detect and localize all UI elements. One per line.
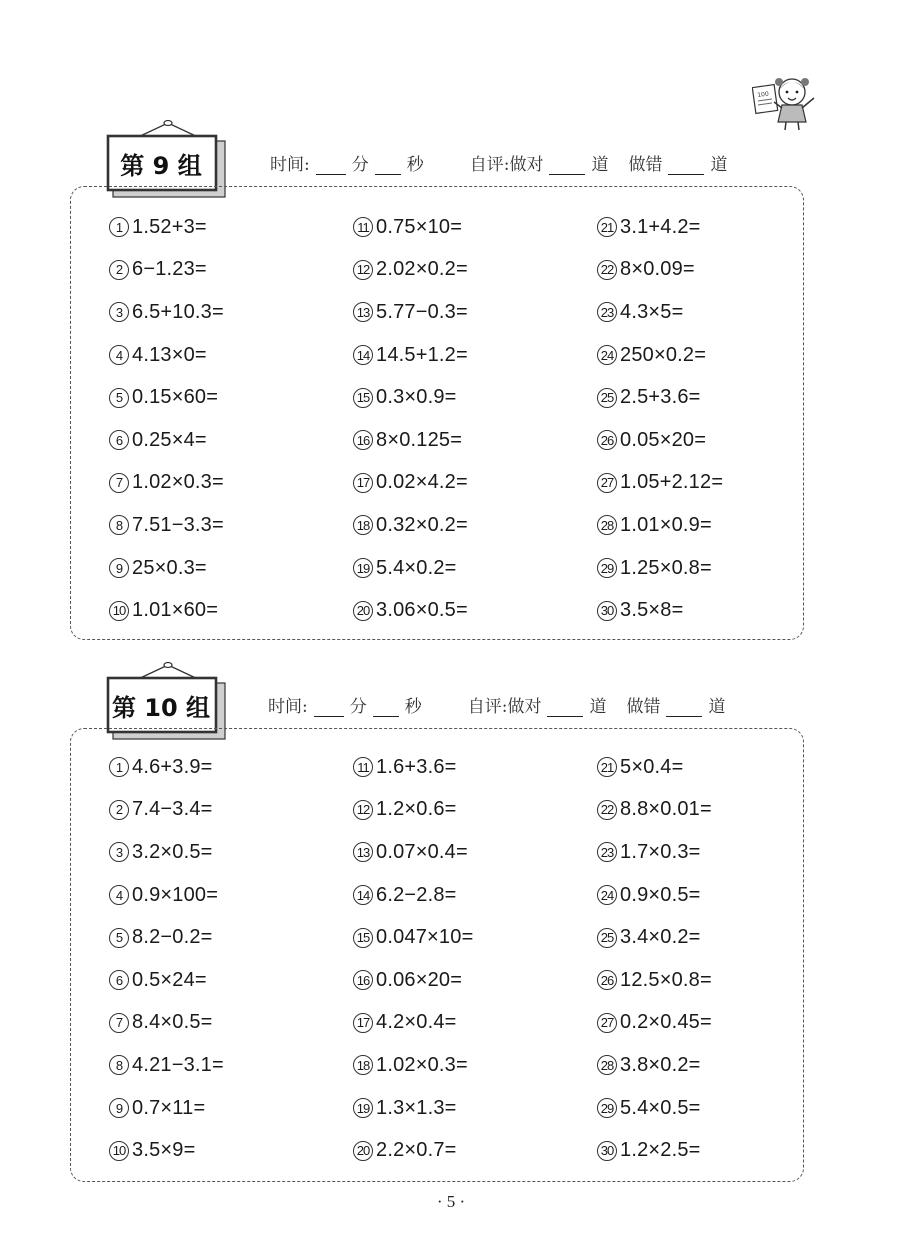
problem-number: 24 (597, 345, 617, 365)
problem-expression: 1.52+3= (132, 215, 207, 238)
correct-count-blank[interactable] (547, 698, 583, 717)
problem-item (109, 916, 224, 959)
problem-expression: 8.2−0.2= (132, 926, 213, 949)
problem-number: 11 (353, 217, 373, 237)
group-title: 第 10 组 (111, 693, 211, 722)
minutes-blank[interactable] (314, 698, 344, 717)
problem-item (353, 334, 468, 377)
problem-number: 17 (353, 1013, 373, 1033)
problem-item (353, 1002, 473, 1045)
problem-expression: 3.5×8= (620, 599, 684, 622)
wrong-unit-label: 道 (708, 697, 726, 717)
problem-item (109, 419, 224, 462)
problem-number: 14 (353, 885, 373, 905)
problem-item (353, 547, 468, 590)
group-10-problem-box (70, 728, 804, 1182)
problem-number: 18 (353, 1055, 373, 1075)
problem-item (353, 462, 468, 505)
group-9-column-1 (109, 206, 224, 632)
problem-item (109, 334, 224, 377)
problem-number: 12 (353, 800, 373, 820)
problem-item (109, 789, 224, 832)
problem-expression: 3.4×0.2= (620, 926, 701, 949)
problem-number: 4 (109, 885, 129, 905)
problem-expression: 0.9×100= (132, 883, 219, 906)
seconds-label: 秒 (406, 155, 424, 175)
problem-item (353, 746, 473, 789)
problem-expression: 6.2−2.8= (376, 883, 457, 906)
problem-number: 30 (597, 601, 617, 621)
correct-count-blank[interactable] (549, 156, 585, 175)
problem-number: 28 (597, 1055, 617, 1075)
problem-expression: 0.07×0.4= (376, 840, 468, 863)
problem-expression: 12.5×0.8= (620, 968, 712, 991)
problem-expression: 4.21−3.1= (132, 1053, 224, 1076)
problem-item (109, 547, 224, 590)
problem-expression: 14.5+1.2= (376, 343, 468, 366)
problem-item (597, 831, 712, 874)
problem-number: 25 (597, 928, 617, 948)
problem-number: 14 (353, 345, 373, 365)
problem-number: 4 (109, 345, 129, 365)
problem-expression: 1.01×60= (132, 599, 219, 622)
problem-number: 8 (109, 515, 129, 535)
problem-expression: 0.047×10= (376, 926, 474, 949)
problem-expression: 1.3×1.3= (376, 1096, 457, 1119)
problem-expression: 1.2×0.6= (376, 798, 457, 821)
problem-item (109, 376, 224, 419)
group-10-column-1 (109, 746, 224, 1172)
problem-item (597, 462, 723, 505)
problem-number: 6 (109, 970, 129, 990)
problem-item (353, 376, 468, 419)
problem-expression: 0.9×0.5= (620, 883, 701, 906)
problem-number: 5 (109, 388, 129, 408)
problem-item (109, 1129, 224, 1172)
time-label: 时间: (270, 155, 310, 175)
problem-number: 25 (597, 388, 617, 408)
problem-item (109, 291, 224, 334)
problem-expression: 3.06×0.5= (376, 599, 468, 622)
problem-expression: 2.5+3.6= (620, 386, 701, 409)
correct-unit-label: 道 (591, 155, 609, 175)
problem-item (353, 589, 468, 632)
problem-number: 18 (353, 515, 373, 535)
problem-item (597, 1044, 712, 1087)
seconds-blank[interactable] (373, 698, 399, 717)
problem-number: 7 (109, 473, 129, 493)
problem-expression: 8.4×0.5= (132, 1011, 213, 1034)
problem-item (109, 249, 224, 292)
problem-expression: 2.2×0.7= (376, 1139, 457, 1162)
problem-expression: 25×0.3= (132, 556, 207, 579)
problem-number: 22 (597, 800, 617, 820)
minutes-blank[interactable] (316, 156, 346, 175)
group-9-problem-box (70, 186, 804, 640)
problem-number: 24 (597, 885, 617, 905)
problem-number: 16 (353, 970, 373, 990)
problem-number: 19 (353, 558, 373, 578)
problem-number: 17 (353, 473, 373, 493)
problem-item (353, 504, 468, 547)
problem-item (353, 249, 468, 292)
svg-text:100: 100 (756, 90, 770, 99)
problem-expression: 1.7×0.3= (620, 840, 701, 863)
problem-expression: 4.3×5= (620, 300, 684, 323)
problem-number: 5 (109, 928, 129, 948)
problem-number: 13 (353, 302, 373, 322)
problem-number: 26 (597, 970, 617, 990)
problem-expression: 1.25×0.8= (620, 556, 712, 579)
problem-item (353, 789, 473, 832)
problem-number: 20 (353, 601, 373, 621)
problem-expression: 0.02×4.2= (376, 471, 468, 494)
self-evaluation-line (268, 692, 725, 717)
problem-expression: 7.4−3.4= (132, 798, 213, 821)
problem-number: 15 (353, 928, 373, 948)
problem-expression: 1.05+2.12= (620, 471, 724, 494)
problem-item (353, 874, 473, 917)
problem-number: 8 (109, 1055, 129, 1075)
problem-expression: 0.05×20= (620, 428, 707, 451)
wrong-count-blank[interactable] (666, 698, 702, 717)
problem-expression: 3.8×0.2= (620, 1053, 701, 1076)
problem-item (597, 419, 723, 462)
problem-expression: 6−1.23= (132, 258, 207, 281)
problem-item (109, 589, 224, 632)
problem-item (353, 831, 473, 874)
problem-item (353, 916, 473, 959)
correct-unit-label: 道 (589, 697, 607, 717)
wrong-label: 做错 (626, 697, 661, 717)
problem-expression: 0.7×11= (132, 1096, 206, 1119)
self-eval-correct-label: 自评:做对 (469, 155, 544, 175)
problem-expression: 4.6+3.9= (132, 755, 213, 778)
problem-number: 10 (109, 601, 129, 621)
problem-number: 16 (353, 430, 373, 450)
problem-expression: 1.6+3.6= (376, 755, 457, 778)
problem-item (109, 1002, 224, 1045)
problem-item (109, 831, 224, 874)
page-number: · 5 · (436, 1192, 466, 1211)
problem-number: 10 (109, 1141, 129, 1161)
group-9-column-2 (353, 206, 468, 632)
problem-number: 23 (597, 842, 617, 862)
problem-number: 1 (109, 217, 129, 237)
problem-item (109, 1044, 224, 1087)
seconds-label: 秒 (404, 697, 422, 717)
problem-number: 29 (597, 1098, 617, 1118)
problem-expression: 0.2×0.45= (620, 1011, 712, 1034)
problem-item (353, 1087, 473, 1130)
problem-expression: 8×0.09= (620, 258, 695, 281)
problem-expression: 3.5×9= (132, 1139, 196, 1162)
problem-item (109, 206, 224, 249)
problem-item (597, 874, 712, 917)
problem-expression: 7.51−3.3= (132, 513, 224, 536)
problem-item (353, 291, 468, 334)
problem-item (109, 1087, 224, 1130)
problem-item (109, 874, 224, 917)
problem-item (353, 959, 473, 1002)
problem-item (597, 916, 712, 959)
problem-number: 22 (597, 260, 617, 280)
problem-item (597, 376, 723, 419)
problem-item (597, 789, 712, 832)
problem-expression: 4.13×0= (132, 343, 207, 366)
group-10-column-3 (597, 746, 712, 1172)
self-eval-correct-label: 自评:做对 (467, 697, 542, 717)
problem-expression: 1.02×0.3= (132, 471, 224, 494)
problem-expression: 0.3×0.9= (376, 386, 457, 409)
problem-expression: 8.8×0.01= (620, 798, 712, 821)
problem-item (109, 462, 224, 505)
problem-number: 26 (597, 430, 617, 450)
problem-number: 21 (597, 217, 617, 237)
problem-item (597, 1087, 712, 1130)
problem-item (597, 291, 723, 334)
problem-item (597, 206, 723, 249)
self-evaluation-line (270, 150, 727, 175)
problem-item (353, 1044, 473, 1087)
problem-number: 2 (109, 800, 129, 820)
problem-expression: 1.2×2.5= (620, 1139, 701, 1162)
problem-expression: 2.02×0.2= (376, 258, 468, 281)
problem-expression: 3.1+4.2= (620, 215, 701, 238)
problem-item (353, 419, 468, 462)
problem-number: 3 (109, 842, 129, 862)
problem-expression: 5×0.4= (620, 755, 684, 778)
problem-expression: 250×0.2= (620, 343, 707, 366)
problem-item (597, 589, 723, 632)
group-9-column-3 (597, 206, 723, 632)
group-10-column-2 (353, 746, 473, 1172)
problem-number: 13 (353, 842, 373, 862)
minutes-label: 分 (351, 155, 369, 175)
problem-number: 27 (597, 473, 617, 493)
problem-number: 9 (109, 1098, 129, 1118)
problem-number: 6 (109, 430, 129, 450)
problem-number: 12 (353, 260, 373, 280)
seconds-blank[interactable] (375, 156, 401, 175)
problem-number: 27 (597, 1013, 617, 1033)
problem-number: 15 (353, 388, 373, 408)
problem-expression: 0.75×10= (376, 215, 463, 238)
problem-item (597, 746, 712, 789)
problem-item (353, 206, 468, 249)
problem-item (597, 1129, 712, 1172)
problem-item (597, 504, 723, 547)
problem-expression: 6.5+10.3= (132, 300, 224, 323)
problem-item (353, 1129, 473, 1172)
problem-expression: 0.06×20= (376, 968, 463, 991)
problem-item (109, 746, 224, 789)
problem-expression: 0.32×0.2= (376, 513, 468, 536)
wrong-count-blank[interactable] (668, 156, 704, 175)
problem-expression: 0.25×4= (132, 428, 207, 451)
problem-expression: 5.77−0.3= (376, 300, 468, 323)
problem-item (597, 334, 723, 377)
problem-item (109, 959, 224, 1002)
wrong-label: 做错 (628, 155, 663, 175)
problem-number: 28 (597, 515, 617, 535)
problem-expression: 0.15×60= (132, 386, 219, 409)
problem-number: 30 (597, 1141, 617, 1161)
problem-number: 3 (109, 302, 129, 322)
problem-item (597, 959, 712, 1002)
problem-expression: 1.01×0.9= (620, 513, 712, 536)
problem-item (109, 504, 224, 547)
mascot-illustration (752, 70, 818, 132)
problem-number: 7 (109, 1013, 129, 1033)
problem-expression: 8×0.125= (376, 428, 463, 451)
problem-item (597, 547, 723, 590)
problem-number: 23 (597, 302, 617, 322)
problem-expression: 3.2×0.5= (132, 840, 213, 863)
group-title: 第 9 组 (120, 151, 202, 180)
problem-number: 2 (109, 260, 129, 280)
problem-item (597, 1002, 712, 1045)
problem-expression: 4.2×0.4= (376, 1011, 457, 1034)
problem-number: 1 (109, 757, 129, 777)
problem-expression: 5.4×0.5= (620, 1096, 701, 1119)
time-label: 时间: (268, 697, 308, 717)
problem-number: 21 (597, 757, 617, 777)
minutes-label: 分 (349, 697, 367, 717)
problem-number: 9 (109, 558, 129, 578)
problem-item (597, 249, 723, 292)
wrong-unit-label: 道 (710, 155, 728, 175)
problem-number: 20 (353, 1141, 373, 1161)
problem-expression: 1.02×0.3= (376, 1053, 468, 1076)
problem-number: 11 (353, 757, 373, 777)
problem-expression: 0.5×24= (132, 968, 207, 991)
problem-number: 29 (597, 558, 617, 578)
problem-expression: 5.4×0.2= (376, 556, 457, 579)
problem-number: 19 (353, 1098, 373, 1118)
